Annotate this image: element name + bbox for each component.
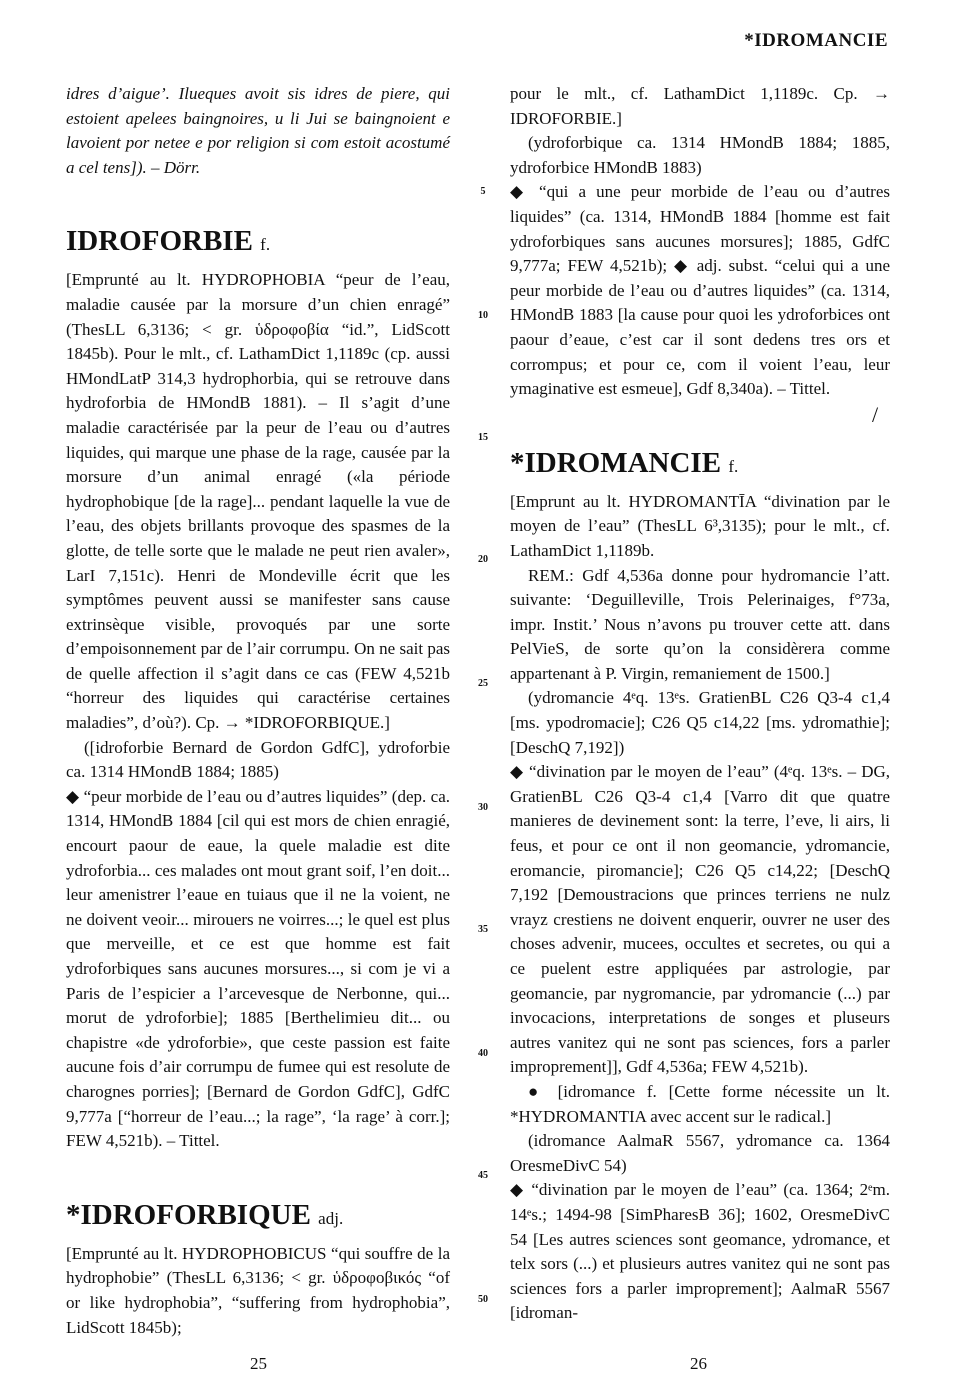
sense-idroforbie: ◆ “peur morbide de l’eau ou d’autres liquides” (dep. ca. 1314, HMondB 1884 [cil qui est mors de chien enragié, encourt paour de eaue, la quele maladie est dite ydroforbia... ces malades ont mout grant soif, l’en doit... leur amenistrer l’eaue en tuiaus que il ne la voient, ne ne doivent veoir... mirouers ne voirres...; le quel est plus que merveille, et ce est que homme est fait ydroforbiques sans aucunes morsures..., si com je vi a Paris de l’espicier a l’arcevesque de Nerbonne, qui... morut de ydroforbie]; 1885 [Berthelimieu dit... ou chapistre «de ydroforbie», que ceste passion est faite aucune fois d’air corrumpu de fumee qui est resolute de charognes porries]; [Bernard de Gordon GdfC], GdfC 9,777a [“horreur de l’eau...; la rage”, ‘la rage’ à corr.]; FEW 4,521b). – Tittel. — [66, 786, 450, 1151]
part-of-speech: adj. — [318, 1208, 344, 1228]
headword-idromancie — [510, 446, 890, 484]
line-number: 40 — [478, 1048, 488, 1059]
left-column — [66, 82, 450, 1340]
etymology-idroforbie: [Emprunté au lt. HYDROPHOBIA “peur de l’eau, maladie causée par la morsure d’un chien enragé” (ThesLL 6,3136; < gr. ὑδροφοβία “id.”, LidScott 1845b). Pour le mlt., cf. LathamDict 1,1189c (cp. aussi HMondLatP 314,3 hydrophorbia, qui se retrouve dans hydroforbia de HMondB 1881). – Il s’agit d’une maladie caractérisée par la peur de l’eau ou d’autres liquides, qui marque une phase de la rage, causée par la morsure d’un animal enragé («la période hydrophobique [de la rage]... pendant laquelle la vue de l’eau, des objets brillants provoque des spasmes de la glotte, de telle sorte que le malade ne peut rien avaler», LarI 7,151c). Henri de Mondeville écrit que les symptômes peuvent aussi se manifester sans cause extrinsèque visible, provoqués par une sorte d’empoisonnement par de l’air corrumpu. On ne sait pas de quelle affection il s’agit dans ce cas (FEW 4,521b “horreur des liquides qui caractérise certaines maladies”, d’où?). Cp. → *IDROFORBIQUE.] — [66, 270, 450, 733]
part-of-speech: f. — [260, 235, 271, 255]
line-number: 25 — [478, 678, 488, 689]
line-number: 5 — [480, 186, 486, 197]
line-number: 20 — [478, 554, 488, 565]
headword-text: *IDROMANCIE — [510, 446, 722, 479]
line-number: 10 — [478, 310, 488, 321]
page-number-left: 25 — [250, 1354, 267, 1373]
right-paragraph-1: pour le mlt., cf. LathamDict 1,1189c. Cp. → IDROFORBIE.] — [510, 84, 890, 128]
running-head: *IDROMANCIE — [744, 30, 888, 51]
line-number: 50 — [478, 1294, 488, 1305]
sense-idroforbique: ◆ “qui a une peur morbide de l’eau ou d’autres liquides” (ca. 1314, HMondB 1884 [homme est fait ydroforbiques sans aucunes morsures]; 1885, GdfC 9,777a; FEW 4,521b); ◆ adj. subst. “celui qui a une peur morbide de l’eau ou d’autres liquides” (ca. 1314, HMondB 1883 [la cause pour quoi les ydroforbices ont paour d’eaue, c’est car il sont dedens tres ors et corrompus; et pour ce, com il voient l’eau, leur ymaginative est esmeue], Gdf 8,340a). – Tittel. — [510, 182, 890, 399]
line-number: 35 — [478, 924, 488, 935]
sense-idromance: ◆ “divination par le moyen de l’eau” (ca. 1364; 2ᵉm. 14ᵉs.; 1494-98 [SimPharesB 36]; 1602, OresmeDivC 54 [Les autres sciences sont geomance, ydromance, et telx sors (...) et plusieurs autres vanitez qui ne sont pas sciences fors a parler improprement]; AalmaR 5567 [idroman- — [510, 1180, 890, 1323]
remark-idromancie: REM.: Gdf 4,536a donne pour hydromancie l’att. suivante: ‘Deguilleville, Trois Pelerinaiges, f°73a, impr. Instit.’ Nous n’avons pu trouver cette att. dans PelVieS, de sorte qu’on la considèrera comme appartenant à P. Virgin, remaniement de 1500.] — [510, 565, 890, 683]
forms-idromance: (idromance AalmaR 5567, ydromance ca. 1364 OresmeDivC 54) — [510, 1131, 890, 1175]
margin-mark: / — [872, 402, 879, 427]
page-number-right: 26 — [690, 1354, 707, 1373]
line-number: 30 — [478, 802, 488, 813]
etymology-idroforbique: [Emprunté au lt. HYDROPHOBICUS “qui souffre de la hydrophobie” (ThesLL 6,3136; < gr. ὑδροφοβικός “of or like hydrophobia”, “suffering from hydrophobia”, LidScott 1845b); — [66, 1243, 450, 1337]
right-column — [510, 82, 890, 1326]
left-paragraph-1: idres d’aigue’. Ilueques avoit sis idres de piere, qui estoient apelees baingnoires, u li Jui se baingnoient e lavoient por netee e por religion si com estoit acostumé a cel tens]). – Dörr. — [66, 84, 450, 177]
subentry-idromance: ● [idromance f. [Cette forme nécessite un lt. *HYDROMANTIA avec accent sur le radical.] — [510, 1081, 890, 1126]
headword-idroforbique — [66, 1198, 450, 1236]
headword-text: *IDROFORBIQUE — [66, 1198, 311, 1231]
part-of-speech: f. — [728, 456, 739, 476]
forms-idroforbie: ([idroforbie Bernard de Gordon GdfC], ydroforbie ca. 1314 HMondB 1884; 1885) — [66, 737, 450, 782]
headword-idroforbie — [66, 224, 450, 262]
forms-idromancie: (ydromancie 4ᵉq. 13ᵉs. GratienBL C26 Q3-4 c1,4 [ms. ypodromacie]; C26 Q5 c14,22 [ms. ydromathie]; [DeschQ 7,192]) — [510, 688, 890, 757]
etymology-idromancie: [Emprunt au lt. HYDROMANTĪA “divination par le moyen de l’eau” (ThesLL 6³,3135); pour le mlt., cf. LathamDict 1,1189b. — [510, 491, 890, 560]
line-number: 45 — [478, 1170, 488, 1181]
line-number: 15 — [478, 432, 488, 443]
sense-idromancie: ◆ “divination par le moyen de l’eau” (4ᵉq. 13ᵉs. – DG, GratienBL C26 Q3-4 c1,4 [Varro dit que quatre manieres de devinement sont: la terre, l’eve, li airs, li feus, et pour ce ont il non geomancie, ydromancie, eromancie, piromancie]; C26 Q5 c14,22; [DeschQ 7,192 [Demoustracions que princes terriens ne nulz vrayz crestiens ne doivent enquerir, ouvrer ne user des choses advenir, mucees, occultes et secretes, ou qui a ce puelent estre appliquées par astrologie, par geomancie, par nygromancie, par ydromancie (...) par invocacions, interpretations de songes et pluseurs autres vanitez qui ne sont pas sciences, fors a parler improprement]], Gdf 4,536a; FEW 4,521b). — [510, 762, 890, 1077]
forms-idroforbique: (ydroforbique ca. 1314 HMondB 1884; 1885, ydroforbice HMondB 1883) — [510, 133, 890, 177]
headword-text: IDROFORBIE — [66, 225, 253, 258]
